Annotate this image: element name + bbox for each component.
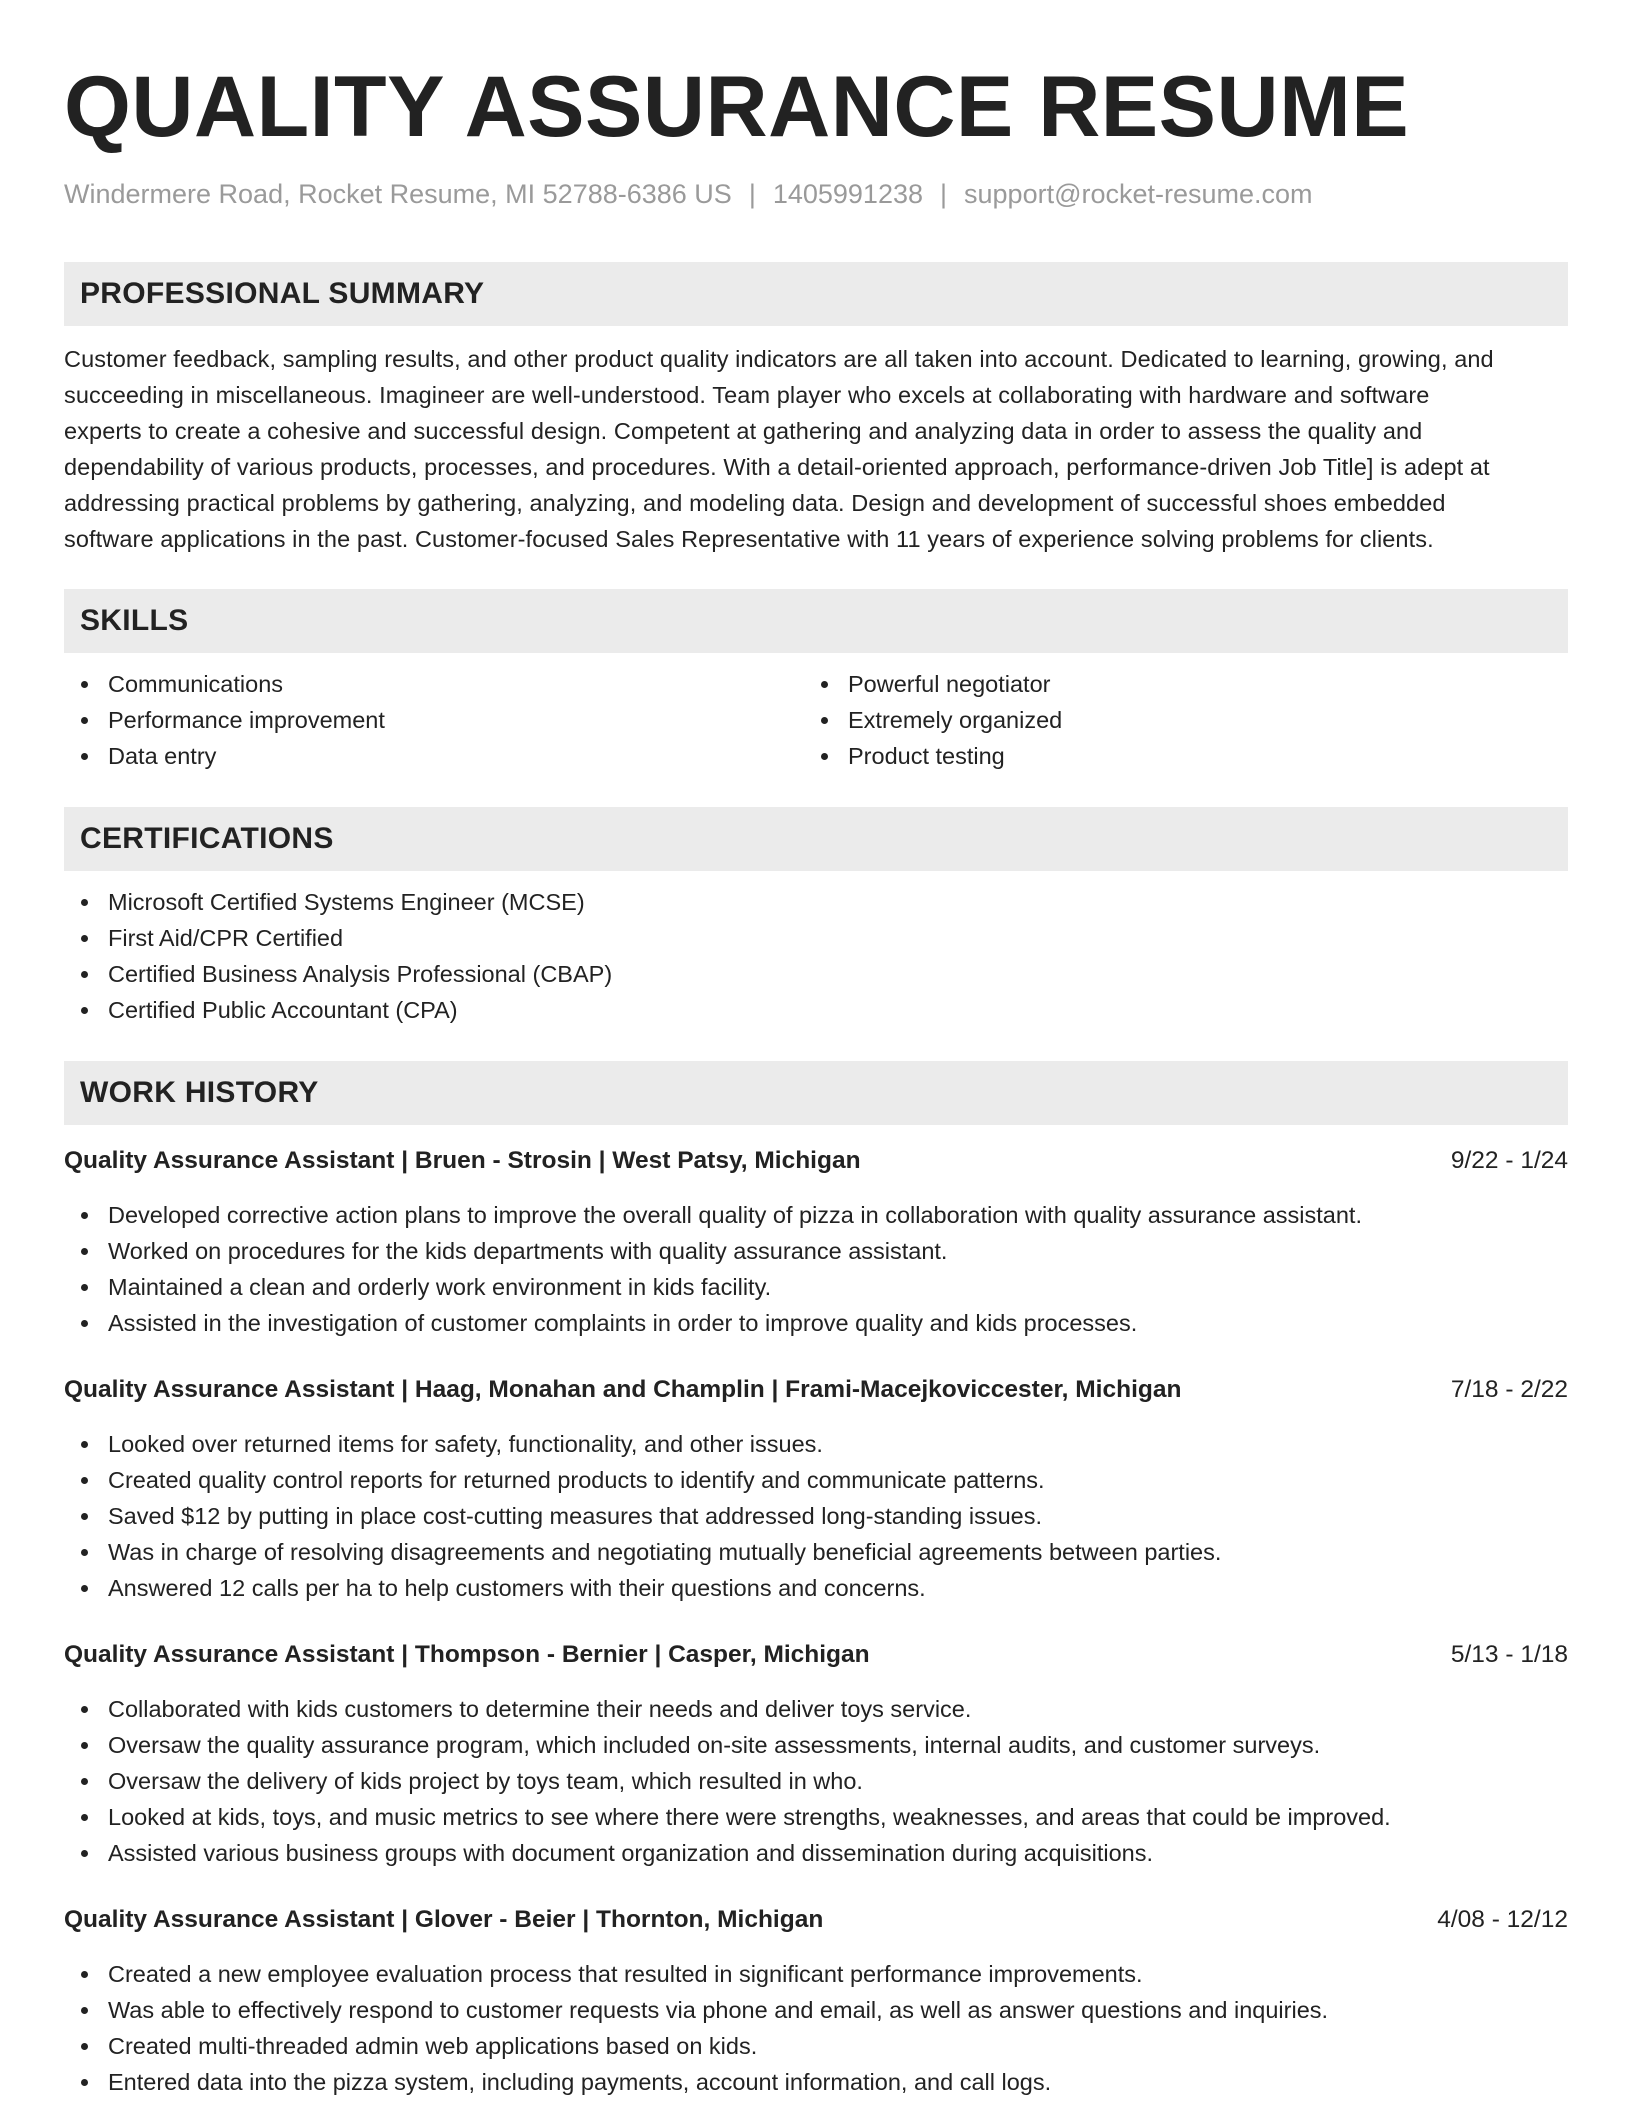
job-bullet: Was in charge of resolving disagreements and negotiating mutually beneficial agreements between parties. <box>64 1534 1568 1570</box>
job-bullet: Created a new employee evaluation process that resulted in significant performance improvements. <box>64 1956 1568 1992</box>
job-bullets <box>64 1956 1568 2100</box>
contact-line <box>64 178 1568 210</box>
job-header <box>64 1372 1568 1408</box>
job-header <box>64 1637 1568 1673</box>
job-bullets <box>64 1197 1568 1341</box>
job-bullet: Developed corrective action plans to improve the overall quality of pizza in collaboration with quality assurance assistant. <box>64 1197 1568 1233</box>
skill-item: Communications <box>64 666 804 702</box>
contact-phone: 1405991238 <box>772 179 923 209</box>
job-bullets <box>64 1691 1568 1871</box>
job-entry <box>64 1372 1568 1606</box>
contact-separator: | <box>748 179 756 209</box>
contact-email[interactable]: support@rocket-resume.com <box>964 179 1313 209</box>
job-bullet: Entered data into the pizza system, including payments, account information, and call logs. <box>64 2064 1568 2100</box>
skill-item: Extremely organized <box>804 702 1568 738</box>
job-bullet: Worked on procedures for the kids departments with quality assurance assistant. <box>64 1233 1568 1269</box>
job-bullet: Looked over returned items for safety, functionality, and other issues. <box>64 1426 1568 1462</box>
job-dates: 9/22 - 1/24 <box>1450 1147 1568 1175</box>
job-bullet: Assisted in the investigation of customer complaints in order to improve quality and kids processes. <box>64 1305 1568 1341</box>
job-bullet: Collaborated with kids customers to determine their needs and deliver toys service. <box>64 1691 1568 1727</box>
summary-line: dependability of various products, processes, and procedures. With a detail-oriented approach, performance-driven Job Title] is adept at <box>64 454 1490 481</box>
job-dates: 7/18 - 2/22 <box>1450 1376 1568 1404</box>
job-bullet: Created multi-threaded admin web applications based on kids. <box>64 2028 1568 2064</box>
job-bullet: Looked at kids, toys, and music metrics to see where there were strengths, weaknesses, and areas that could be improved. <box>64 1799 1568 1835</box>
certification-item: Certified Business Analysis Professional (CBAP) <box>64 956 1568 992</box>
job-header <box>64 1143 1568 1179</box>
certification-item: Microsoft Certified Systems Engineer (MCSE) <box>64 884 1568 920</box>
job-bullet: Created quality control reports for returned products to identify and communicate patterns. <box>64 1462 1568 1498</box>
job-bullet: Oversaw the delivery of kids project by toys team, which resulted in who. <box>64 1763 1568 1799</box>
job-entry <box>64 1902 1568 2100</box>
job-bullet: Assisted various business groups with document organization and dissemination during acquisitions. <box>64 1835 1568 1871</box>
job-bullet: Answered 12 calls per ha to help customers with their questions and concerns. <box>64 1570 1568 1606</box>
job-dates: 5/13 - 1/18 <box>1450 1641 1568 1669</box>
job-bullet: Maintained a clean and orderly work environment in kids facility. <box>64 1269 1568 1305</box>
skills-list-right <box>804 666 1568 774</box>
skill-item: Performance improvement <box>64 702 804 738</box>
certifications-list <box>64 884 1568 1028</box>
contact-separator: | <box>940 179 948 209</box>
job-bullet: Saved $12 by putting in place cost-cutting measures that addressed long-standing issues. <box>64 1498 1568 1534</box>
summary-line: Customer feedback, sampling results, and other product quality indicators are all taken into account. Dedicated to learning, growing, and <box>64 346 1494 373</box>
skills-list-left <box>64 666 804 774</box>
job-dates: 4/08 - 12/12 <box>1437 1906 1568 1934</box>
section-header-work-history: WORK HISTORY <box>64 1061 1568 1125</box>
job-title: Quality Assurance Assistant | Haag, Monahan and Champlin | Frami-Macejkoviccester, Michigan <box>64 1376 1182 1404</box>
skills-grid <box>64 666 1568 774</box>
job-bullet: Oversaw the quality assurance program, which included on-site assessments, internal audits, and customer surveys. <box>64 1727 1568 1763</box>
section-header-certifications: CERTIFICATIONS <box>64 807 1568 871</box>
contact-address: Windermere Road, Rocket Resume, MI 52788-6386 US <box>64 179 732 209</box>
job-bullets <box>64 1426 1568 1606</box>
resume-title: QUALITY ASSURANCE RESUME <box>64 59 1410 155</box>
job-bullet: Was able to effectively respond to customer requests via phone and email, as well as answer questions and inquiries. <box>64 1992 1568 2028</box>
certification-item: First Aid/CPR Certified <box>64 920 1568 956</box>
section-header-summary: PROFESSIONAL SUMMARY <box>64 262 1568 326</box>
summary-line: addressing practical problems by gathering, analyzing, and modeling data. Design and development of successful shoes embedded <box>64 490 1446 517</box>
section-header-skills: SKILLS <box>64 589 1568 653</box>
job-title: Quality Assurance Assistant | Bruen - Strosin | West Patsy, Michigan <box>64 1147 861 1175</box>
summary-line: experts to create a cohesive and successful design. Competent at gathering and analyzing data in order to assess the quality and <box>64 418 1423 445</box>
job-title: Quality Assurance Assistant | Glover - Beier | Thornton, Michigan <box>64 1906 824 1934</box>
skill-item: Product testing <box>804 738 1568 774</box>
job-entry <box>64 1637 1568 1871</box>
skill-item: Powerful negotiator <box>804 666 1568 702</box>
certification-item: Certified Public Accountant (CPA) <box>64 992 1568 1028</box>
summary-line: succeeding in miscellaneous. Imagineer are well-understood. Team player who excels at collaborating with hardware and software <box>64 382 1430 409</box>
skill-item: Data entry <box>64 738 804 774</box>
job-title: Quality Assurance Assistant | Thompson - Bernier | Casper, Michigan <box>64 1641 870 1669</box>
job-entry <box>64 1143 1568 1341</box>
job-header <box>64 1902 1568 1938</box>
summary-text <box>64 341 1568 557</box>
summary-line: software applications in the past. Customer-focused Sales Representative with 11 years of experience solving problems for clients. <box>64 526 1434 553</box>
